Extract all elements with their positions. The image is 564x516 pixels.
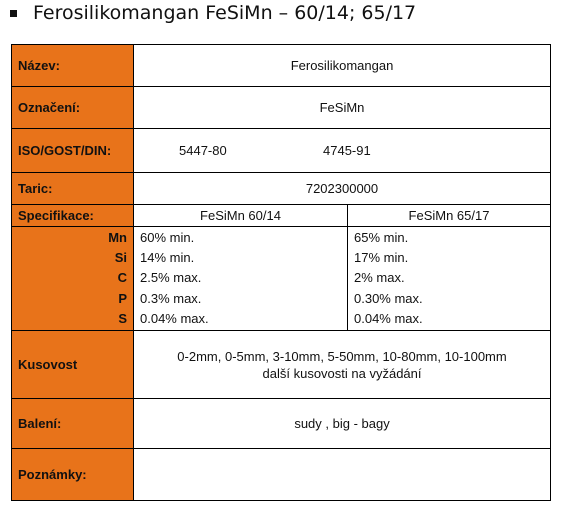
col1-value: 2.5% max. bbox=[140, 270, 202, 286]
col2-values-cell bbox=[348, 227, 551, 331]
oznaceni-value: FeSiMn bbox=[134, 87, 551, 129]
element-label: S bbox=[118, 311, 127, 327]
col2-value: 0.04% max. bbox=[354, 311, 423, 327]
spec-table bbox=[11, 44, 551, 501]
nazev-value: Ferosilikomangan bbox=[134, 45, 551, 87]
spec-label: Specifikace: bbox=[12, 205, 134, 227]
heading-text: Ferosilikomangan FeSiMn – 60/14; 65/17 bbox=[33, 2, 417, 24]
element-list bbox=[12, 228, 133, 330]
spec-col-1: FeSiMn 60/14 bbox=[134, 205, 348, 227]
kusovost-line-1: 0-2mm, 0-5mm, 3-10mm, 5-50mm, 10-80mm, 10-100mm bbox=[177, 348, 507, 364]
element-label: P bbox=[118, 290, 127, 306]
row-nazev bbox=[12, 45, 551, 87]
kusovost-line-2: další kusovosti na vyžádání bbox=[262, 365, 422, 381]
col2-value: 65% min. bbox=[354, 229, 409, 245]
kusovost-value bbox=[134, 331, 551, 399]
col1-value: 0.04% max. bbox=[140, 311, 209, 327]
row-spec-values bbox=[12, 227, 551, 331]
element-label: Mn bbox=[108, 229, 127, 245]
row-oznaceni bbox=[12, 87, 551, 129]
row-iso bbox=[12, 129, 551, 173]
col2-value: 0.30% max. bbox=[354, 290, 423, 306]
bullet-icon bbox=[10, 10, 17, 17]
iso-value-1: 5447-80 bbox=[179, 143, 227, 158]
col1-value: 0.3% max. bbox=[140, 290, 202, 306]
element-label: Si bbox=[114, 249, 127, 265]
iso-value-2: 4745-91 bbox=[323, 143, 371, 158]
row-taric bbox=[12, 173, 551, 205]
element-cell bbox=[12, 227, 134, 331]
col1-value: 60% min. bbox=[140, 229, 195, 245]
iso-value-cell bbox=[134, 129, 551, 173]
col1-value: 14% min. bbox=[140, 249, 195, 265]
spec-col-2: FeSiMn 65/17 bbox=[348, 205, 551, 227]
poznamky-value bbox=[134, 449, 551, 501]
taric-value: 7202300000 bbox=[134, 173, 551, 205]
baleni-value: sudy , big - bagy bbox=[134, 399, 551, 449]
baleni-label: Balení: bbox=[12, 399, 134, 449]
col1-values-cell bbox=[134, 227, 348, 331]
oznaceni-label: Označení: bbox=[12, 87, 134, 129]
row-kusovost bbox=[12, 331, 551, 399]
element-label: C bbox=[117, 270, 127, 286]
nazev-label: Název: bbox=[12, 45, 134, 87]
col2-value: 2% max. bbox=[354, 270, 405, 286]
col2-value: 17% min. bbox=[354, 249, 409, 265]
poznamky-label: Poznámky: bbox=[12, 449, 134, 501]
row-poznamky bbox=[12, 449, 551, 501]
row-baleni bbox=[12, 399, 551, 449]
page-heading bbox=[8, 0, 416, 26]
kusovost-label: Kusovost bbox=[12, 331, 134, 399]
taric-label: Taric: bbox=[12, 173, 134, 205]
row-spec-header bbox=[12, 205, 551, 227]
iso-label: ISO/GOST/DIN: bbox=[12, 129, 134, 173]
